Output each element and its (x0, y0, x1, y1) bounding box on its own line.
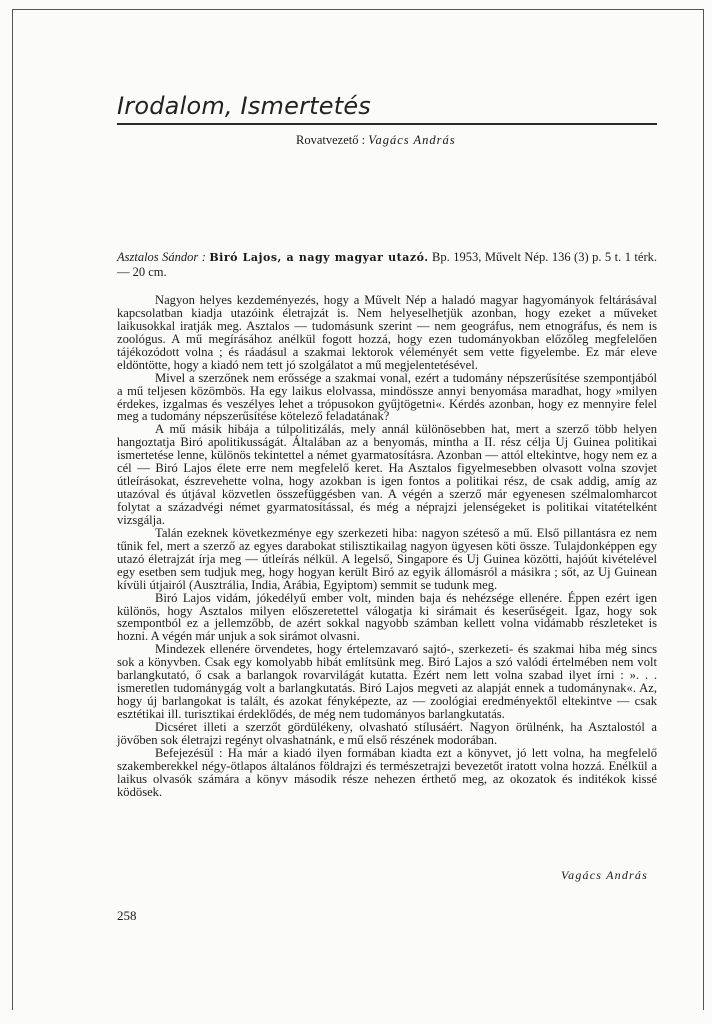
editor-line (296, 133, 456, 148)
citation-author: Asztalos Sándor : (117, 250, 206, 264)
paragraph: Nagyon helyes kezdeményezés, hogy a Művelt Nép a haladó magyar hagyományok feltárásával kapcsolatban kiadja utazóink életrajzát is. Nem helyeselhetjük azonban, hogy ezeket a műveket laikusokkal iratják meg. Asztalos — tudomásunk szerint — nem geográfus, nem etnográfus, és nem is zoológus. A mű megírásához anélkül fogott hozzá, hogy ezen tudományokban előzőleg megfelelően tájékozódott volna ; és ráadásul a szakmai lektorok véleményét sem vette figyelembe. Ez már eleve eldöntötte, hogy a kiadó nem tett jó szolgálatot a mű megjelentetésével. (117, 293, 657, 372)
page-border-left (12, 9, 13, 1010)
paragraph: Biró Lajos vidám, jókedélyű ember volt, minden baja és nehézsége ellenére. Éppen ezért igen különös, hogy Asztalos milyen előszeretettel válogatja ki sirámait és keserűségeit. Igaz, hogy sok szempontból ez a jellemzőbb, de azért sokkal nagyobb számban kellett volna vidámabb részleteket is hozni. A végén már unjuk a sok sirámot olvasni. (117, 590, 657, 644)
page-number: 258 (117, 908, 137, 923)
paragraph: A mű másik hibája a túlpolitizálás, mely annál különösebben hat, mert a szerző több helyen hangoztatja Biró apolitikusságát. Általában az a benyomás, mintha a II. rész célja Uj Guinea politikai ismertetése lenne, különös tekintettel a német gyarmatosításra. Azonban — attól eltekintve, hogy nem ez a cél — Biró Lajos élete erre nem megfelelő keret. Ha Asztalos figyelmesebben olvasott volna szovjet útleírásokat, észrevehette volna, hogy azokban is igen fontos a politikai rész, de csak addig, amíg az utazóval és útjával közvetlen összefüggésben van. A végén a szerző már egyenesen szélmalomharcot folytat a századvégi német gyarmatosítással, és még a néprajzi jelenségeket is politikai vitatételként vizsgálja. (117, 422, 657, 527)
citation-book-title: Biró Lajos, a nagy magyar utazó. (209, 251, 429, 264)
paragraph: Talán ezeknek következménye egy szerkezeti hiba: nagyon széteső a mű. Első pillantásra ez nem tűnik fel, mert a szerző az egyes darabokat stilisztikailag nagyon ügyesen köti össze. Tulajdonképpen egy utazó életrajzát írja meg — útleírás nélkül. A legelső, Singapore és Uj Guinea közötti, hajóút kivételével egy esetben sem tudjuk meg, hogy hogyan került Biró az egyik állomásról a másikra ; sőt, az Uj Guinean kívüli útjairól (Ausztrália, India, Arábia, Egyiptom) semmit se tudunk meg. (117, 525, 657, 592)
paragraph: Dicséret illeti a szerzőt gördülékeny, olvasható stílusáért. Nagyon örülnénk, ha Asztalostól a jövőben sok életrajzi regényt olvashatnánk, e mű első részének modorában. (117, 719, 657, 747)
editor-label: Rovatvezető : (296, 133, 366, 147)
section-title: Irodalom, Ismertetés (117, 92, 372, 120)
page-border-right (703, 9, 704, 1010)
editor-name: Vagács András (368, 133, 456, 147)
paragraph: Mivel a szerzőnek nem erőssége a szakmai vonal, ezért a tudomány népszerűsítése szempontjából a mű teljesen közömbös. Ha egy laikus elolvassa, mindössze annyi benyomása maradhat, hogy »milyen érdekes, izgalmas és veszélyes lehet a trópusokon gyűjtögetni«. Kérdés azonban, hogy ez mennyire felel meg a tudomány népszerűsítése kötelező feladatának? (117, 370, 657, 424)
paragraph: Befejezésül : Ha már a kiadó ilyen formában kiadta ezt a könyvet, jó lett volna, ha megfelelő szakemberekkel négy-ötlapos általános földrajzi és természetrajzi bevezetőt iratott volna hozzá. Enélkül a laikus olvasók számára a könyv második része nehezen érthető meg, az okozatok és inditékok kissé ködösek. (117, 745, 657, 799)
citation-details: Bp. 1953, Művelt Nép. 136 (3) p. 5 t. 1 térk. — 20 cm. (117, 250, 657, 279)
page-border-top (12, 9, 704, 10)
review-body (117, 294, 657, 799)
reviewer-signature: Vagács András (560, 868, 648, 882)
paragraph: Mindezek ellenére örvendetes, hogy értelemzavaró sajtó-, szerkezeti- és szakmai hiba még sincs sok a könyvben. Csak egy komolyabb hibát említsünk meg. Biró Lajos a szó valódi értelmében nem volt barlangkutató, ő csak a barlangok rovarvilágát kutatta. Ezért nem lett volna szabad ilyet írni : ». . . ismeretlen tudománygág volt a barlangkutatás. Biró Lajos megveti az alapját ennek a tudománynak«. Az, hogy új barlangokat is talált, és azokat fényképezte, az — zoológiai eredményektől eltekintve — csak esztétikai ill. turisztikai érdeklődés, de még nem tudományos barlangkutatás. (117, 642, 657, 721)
title-rule (117, 123, 657, 125)
book-citation (117, 250, 657, 280)
